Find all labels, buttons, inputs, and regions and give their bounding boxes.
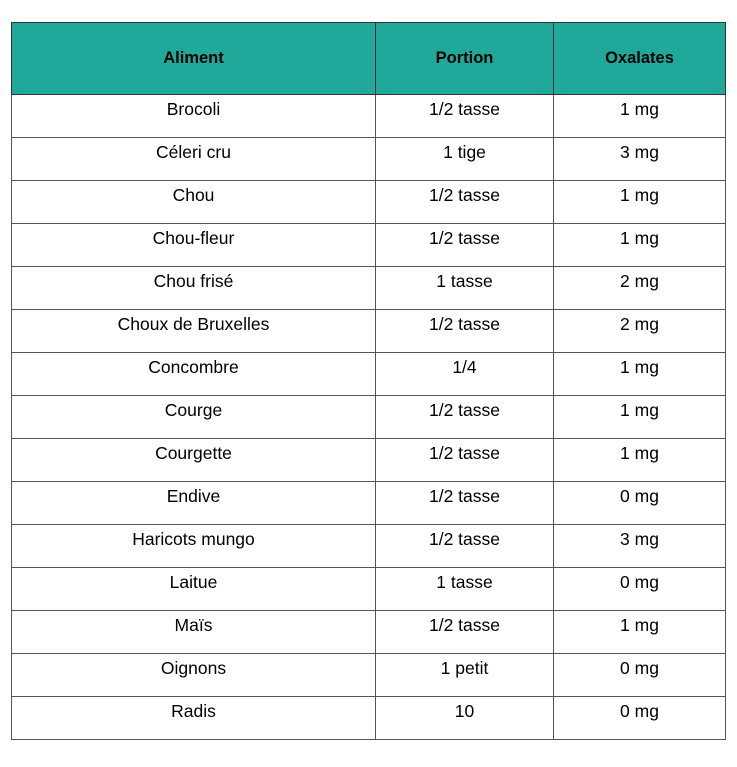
- cell-oxalates: 3 mg: [554, 138, 726, 181]
- cell-aliment: Oignons: [12, 654, 376, 697]
- table-row: [12, 95, 726, 138]
- cell-aliment: Laitue: [12, 568, 376, 611]
- cell-aliment: Radis: [12, 697, 376, 740]
- table-row: [12, 697, 726, 740]
- cell-portion: 1 tige: [376, 138, 554, 181]
- cell-oxalates: 1 mg: [554, 396, 726, 439]
- cell-oxalates: 0 mg: [554, 654, 726, 697]
- cell-portion: 1/2 tasse: [376, 95, 554, 138]
- table-row: [12, 396, 726, 439]
- cell-portion: 1/2 tasse: [376, 181, 554, 224]
- cell-aliment: Courge: [12, 396, 376, 439]
- cell-aliment: Choux de Bruxelles: [12, 310, 376, 353]
- cell-portion: 1/2 tasse: [376, 482, 554, 525]
- cell-portion: 1/2 tasse: [376, 439, 554, 482]
- table-row: [12, 224, 726, 267]
- cell-oxalates: 0 mg: [554, 568, 726, 611]
- table-row: [12, 611, 726, 654]
- cell-oxalates: 1 mg: [554, 95, 726, 138]
- table-header-row: [12, 23, 726, 95]
- cell-aliment: Chou frisé: [12, 267, 376, 310]
- table-row: [12, 353, 726, 396]
- cell-aliment: Chou-fleur: [12, 224, 376, 267]
- cell-portion: 1 tasse: [376, 267, 554, 310]
- header-aliment: Aliment: [12, 23, 376, 95]
- table-row: [12, 310, 726, 353]
- cell-oxalates: 0 mg: [554, 697, 726, 740]
- cell-oxalates: 1 mg: [554, 439, 726, 482]
- cell-portion: 1/2 tasse: [376, 611, 554, 654]
- cell-portion: 1 petit: [376, 654, 554, 697]
- cell-portion: 1/2 tasse: [376, 396, 554, 439]
- cell-oxalates: 3 mg: [554, 525, 726, 568]
- cell-oxalates: 2 mg: [554, 310, 726, 353]
- table-row: [12, 482, 726, 525]
- cell-portion: 10: [376, 697, 554, 740]
- header-oxalates: Oxalates: [554, 23, 726, 95]
- table-row: [12, 181, 726, 224]
- cell-oxalates: 1 mg: [554, 181, 726, 224]
- cell-oxalates: 2 mg: [554, 267, 726, 310]
- table-row: [12, 267, 726, 310]
- cell-portion: 1/2 tasse: [376, 224, 554, 267]
- cell-aliment: Haricots mungo: [12, 525, 376, 568]
- cell-aliment: Endive: [12, 482, 376, 525]
- cell-aliment: Brocoli: [12, 95, 376, 138]
- table-row: [12, 439, 726, 482]
- cell-oxalates: 0 mg: [554, 482, 726, 525]
- table-row: [12, 138, 726, 181]
- cell-aliment: Céleri cru: [12, 138, 376, 181]
- cell-portion: 1/2 tasse: [376, 525, 554, 568]
- header-portion: Portion: [376, 23, 554, 95]
- cell-aliment: Courgette: [12, 439, 376, 482]
- table-row: [12, 654, 726, 697]
- cell-oxalates: 1 mg: [554, 353, 726, 396]
- cell-portion: 1/4: [376, 353, 554, 396]
- cell-oxalates: 1 mg: [554, 611, 726, 654]
- table-row: [12, 525, 726, 568]
- cell-portion: 1 tasse: [376, 568, 554, 611]
- table-row: [12, 568, 726, 611]
- cell-portion: 1/2 tasse: [376, 310, 554, 353]
- oxalate-table: [11, 22, 726, 740]
- cell-aliment: Maïs: [12, 611, 376, 654]
- cell-aliment: Concombre: [12, 353, 376, 396]
- cell-oxalates: 1 mg: [554, 224, 726, 267]
- cell-aliment: Chou: [12, 181, 376, 224]
